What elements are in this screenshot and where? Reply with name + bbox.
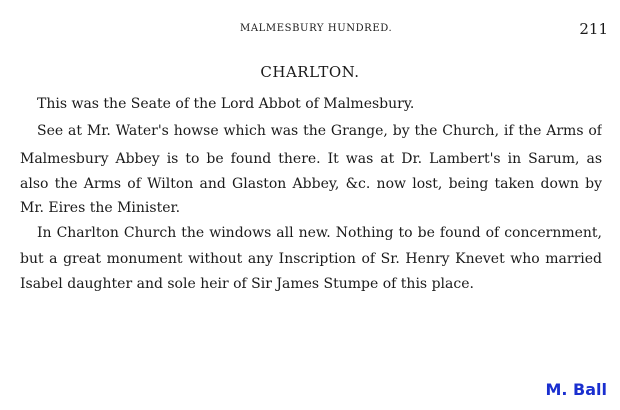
paragraph-3-line-1: In Charlton Church the windows all new. Nothing to be found of concernment, xyxy=(37,225,602,241)
running-title: MALMESBURY HUNDRED. xyxy=(240,23,393,34)
paragraph-2-line-3: also the Arms of Wilton and Glaston Abbey, &c. now lost, being taken down by xyxy=(20,176,602,192)
paragraph-2-line-1: See at Mr. Water's howse which was the Grange, by the Church, if the Arms of xyxy=(37,123,602,139)
signature: M. Ball xyxy=(545,380,607,399)
paragraph-2-line-4: Mr. Eires the Minister. xyxy=(20,200,181,216)
page-number: 211 xyxy=(579,20,608,38)
running-head xyxy=(0,20,620,40)
paragraph-2-line-2: Malmesbury Abbey is to be found there. It was at Dr. Lambert's in Sarum, as xyxy=(20,151,602,167)
section-title: CHARLTON. xyxy=(260,63,360,81)
paragraph-3-line-2: but a great monument without any Inscription of Sr. Henry Knevet who married xyxy=(20,251,602,267)
paragraph-3-line-3: Isabel daughter and sole heir of Sir James Stumpe of this place. xyxy=(20,276,474,292)
paragraph-1-line-1: This was the Seate of the Lord Abbot of Malmesbury. xyxy=(37,96,415,112)
